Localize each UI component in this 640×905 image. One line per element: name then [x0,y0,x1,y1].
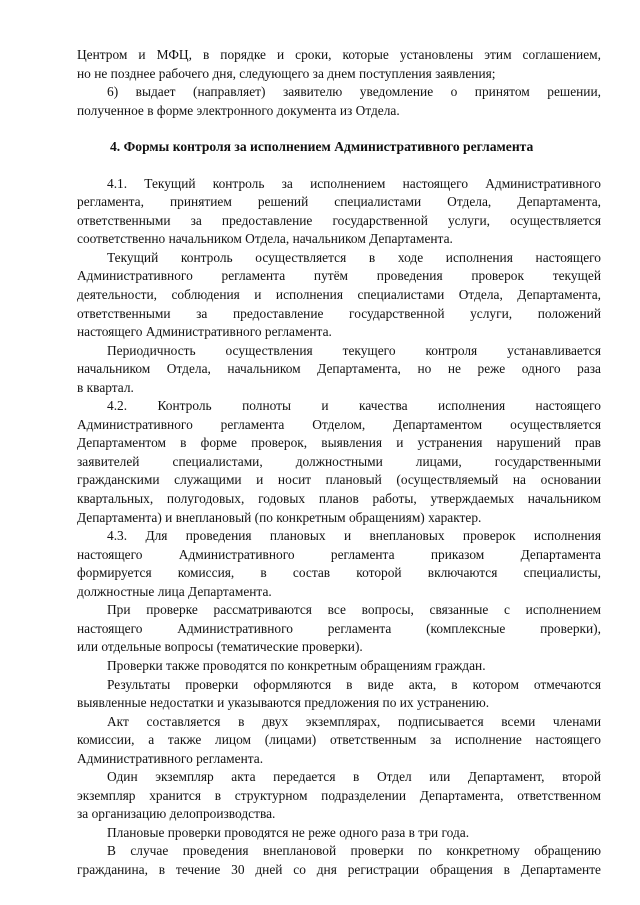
text-line: но не позднее рабочего дня, следующего за днем поступления заявления; [77,65,496,81]
text-line: Департамента) и внеплановый (по конкретным обращениям) характер. [77,509,482,525]
text-line: в квартал. [77,379,134,395]
text-line: регламента, принятием решений специалистами Отдела, Департамента, [77,194,601,210]
text-line: Центром и МФЦ, в порядке и сроки, которые установлены этим соглашением, [77,47,601,62]
text-line: ответственными за предоставление государственной услуги, положений [77,305,601,321]
text-line: 4.3. Для проведения плановых и внеплановых проверок исполнения [107,528,601,544]
text-line: Текущий контроль осуществляется в ходе исполнения настоящего [107,249,601,265]
text-line: Периодичность осуществления текущего контроля устанавливается [107,342,601,358]
text-line: 4.1. Текущий контроль за исполнением настоящего Административного [107,175,601,191]
text-line: ответственными за предоставление государственной услуги, осуществляется [77,212,601,228]
text-line: Административного регламента Отделом, Департаментом осуществляется [77,416,601,432]
text-line: Один экземпляр акта передается в Отдел или Департамент, второй [107,769,601,785]
text-line: комиссии, а также лицом (лицами) ответственным за исполнение настоящего [77,732,601,748]
text-line: заявителей специалистами, должностными лицами, государственными [77,453,601,469]
text-block-body [77,175,601,880]
text-line: Акт составляется в двух экземплярах, подписывается всеми членами [107,713,601,729]
text-line: Результаты проверки оформляются в виде акта, в котором отмечаются [107,676,601,692]
document-page [77,46,601,880]
text-line: Департаментом в форме проверок, выявления и устранения нарушений прав [77,435,601,451]
text-line: В случае проведения внеплановой проверки по конкретному обращению [107,843,601,859]
text-line: настоящего Административного регламента (комплексные проверки), [77,620,601,636]
text-line: настоящего Административного регламента приказом Департамента [77,546,601,562]
text-line: полученное в форме электронного документа из Отдела. [77,102,400,118]
text-line: 4.2. Контроль полноты и качества исполнения настоящего [107,398,601,414]
text-line: 6) выдает (направляет) заявителю уведомление о принятом решении, [107,84,601,100]
text-line: деятельности, соблюдения и исполнения специалистами Отдела, Департамента, [77,287,601,303]
text-line: за организацию делопроизводства. [77,806,276,822]
text-line: Административного регламента путём проведения проверок текущей [77,268,601,284]
text-line: гражданскими служащими и носит плановый (осуществляемый на основании [77,472,601,488]
text-line: Проверки также проводятся по конкретным обращениям граждан. [107,657,486,673]
text-line: Плановые проверки проводятся не реже одного раза в три года. [107,824,470,840]
text-line: экземпляр хранится в структурном подразделении Департамента, ответственном [77,787,601,803]
text-line: выявленные недостатки и указываются предложения по их устранению. [77,695,490,711]
text-line: формируется комиссия, в состав которой включаются специалисты, [77,565,601,581]
text-line: настоящего Административного регламента. [77,324,332,340]
text-line: квартальных, полугодовых, годовых планов работы, утверждаемых начальником [77,491,601,507]
text-line: соответственно начальником Отдела, начальником Департамента. [77,231,453,247]
text-line: или отдельные вопросы (тематические проверки). [77,639,363,655]
text-line: гражданина, в течение 30 дней со дня регистрации обращения в Департаменте [77,861,601,877]
text-block-top [77,46,601,120]
text-line: Административного регламента. [77,750,264,766]
text-line: При проверке рассматриваются все вопросы, связанные с исполнением [107,602,601,618]
text-line: начальником Отдела, начальником Департамента, но не реже одного раза [77,361,601,377]
text-line: должностные лица Департамента. [77,583,272,599]
section-heading: 4. Формы контроля за исполнением Административного регламента [110,139,534,155]
